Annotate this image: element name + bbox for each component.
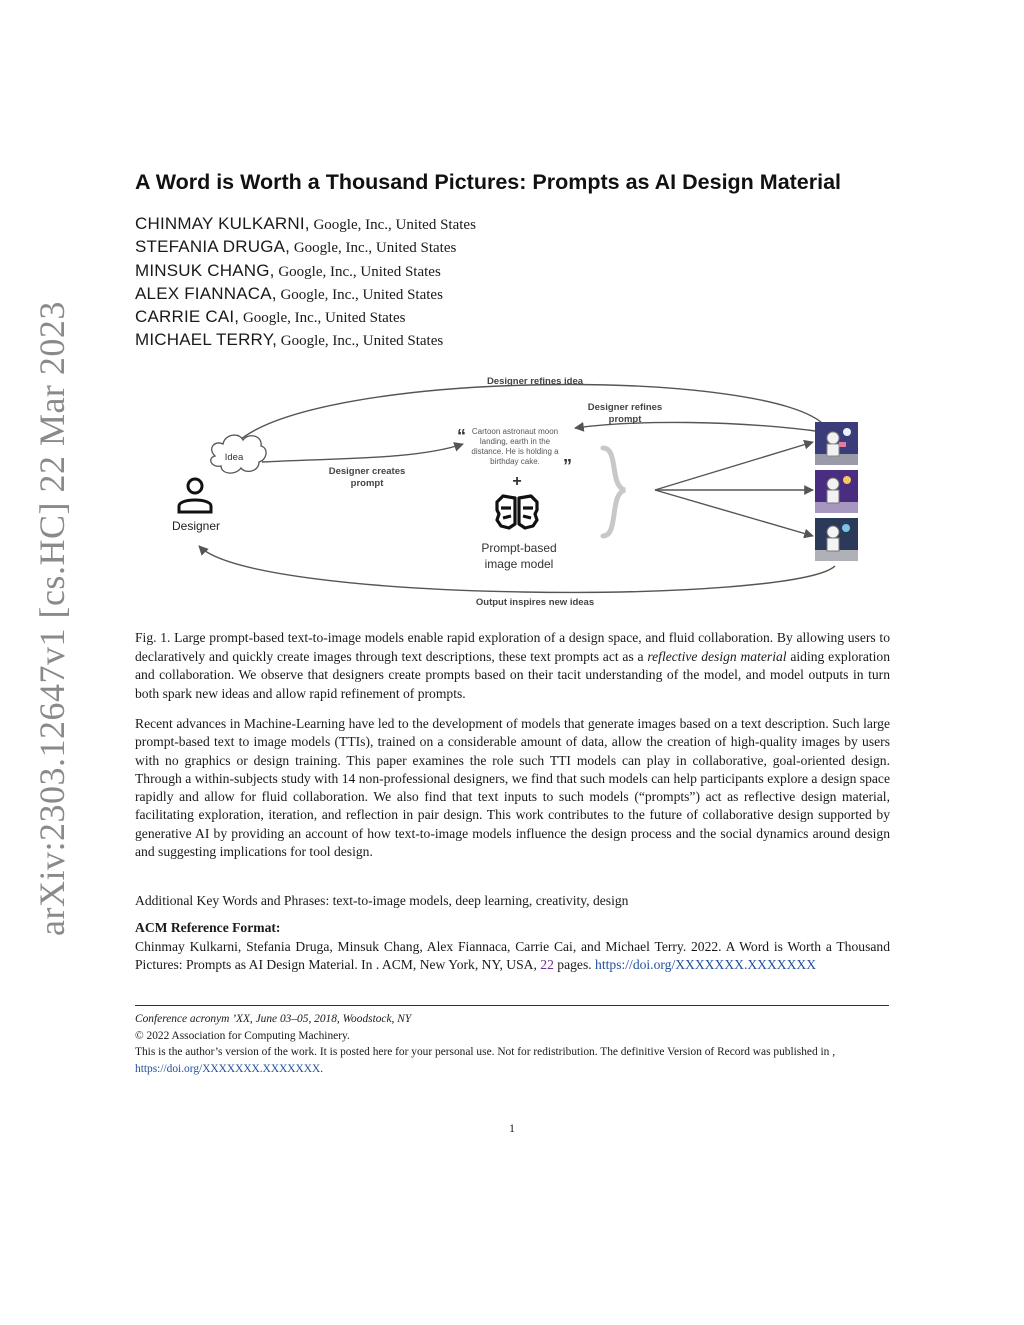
author-affiliation: Google, Inc., United States <box>276 286 443 303</box>
author-name: CHINMAY KULKARNI, <box>135 214 310 233</box>
version-note-text: This is the author’s version of the work. It is posted here for your personal use. Not for redistribution. The definitive Version of Record was published in , <box>135 1046 836 1059</box>
output-arrow-3 <box>655 490 813 536</box>
refine-prompt-label-line2: prompt <box>608 414 642 425</box>
astronaut-image-2 <box>815 470 858 513</box>
author-affiliation: Google, Inc., United States <box>309 217 476 233</box>
author-entry <box>135 214 476 237</box>
prompt-text-line: distance. He is holding a <box>471 447 559 456</box>
create-prompt-label-line1: Designer creates <box>328 466 406 477</box>
refine-idea-label: Designer refines idea <box>486 376 584 387</box>
author-list <box>135 214 476 354</box>
footnote-doi-link[interactable]: https://doi.org/XXXXXXX.XXXXXXX <box>135 1062 321 1075</box>
copyright-note: © 2022 Association for Computing Machinery. <box>135 1029 350 1042</box>
astronaut-image-3 <box>815 518 858 561</box>
conference-note: Conference acronym ’XX, June 03–05, 2018, Woodstock, NY <box>135 1013 412 1025</box>
designer-label: Designer <box>171 519 221 533</box>
author-name: ALEX FIANNACA, <box>135 283 277 303</box>
author-name: STEFANIA DRUGA, <box>135 237 291 257</box>
brain-icon <box>497 496 537 528</box>
prompt-text-line: birthday cake. <box>490 457 540 466</box>
keywords: Additional Key Words and Phrases: text-to-image models, deep learning, creativity, design <box>135 893 629 908</box>
figure-1-diagram <box>135 368 895 612</box>
footnote-divider <box>135 1005 889 1006</box>
caption-rest: aiding exploration and collaboration. We observe that designers create prompts based on their tacit understanding of the model, and model outputs in turn both spark new ideas and allow rapid refinement of prompts. <box>135 648 891 701</box>
author-entry <box>135 261 476 284</box>
open-quote-icon: “ <box>457 426 466 446</box>
author-name: CARRIE CAI, <box>135 307 240 327</box>
page-number: 1 <box>509 1121 515 1135</box>
acm-reference-text: Chinmay Kulkarni, Stefania Druga, Minsuk Chang, Alex Fiannaca, Carrie Cai, and Michael Terry. 2022. A Word is Worth a Thousand Pictures: Prompts as AI Design Material. In . ACM, New York, NY, USA, <box>135 939 890 973</box>
abstract: Recent advances in Machine-Learning have led to the development of models that generate images based on a text description. Such large prompt-based text to image models (TTIs), trained on a considerable amount of data, allow the creation of high-quality images by users with no graphics or design training. This paper examines the role such TTI models can play in collaborative, goal-oriented design. Through a within-subjects study with 14 non-professional designers, we find that such models can help participants explore a design space rapidly and allow for fluid collaboration. We also find that text inputs to such models (“prompts”) act as reflective design material, facilitating exploration, iteration, and reflection in pair design. This work contributes to the future of collaborative design supported by generative AI by providing an account of how text-to-image models influence the design process and the social dynamics around design and suggesting implications for tool design. <box>135 716 890 860</box>
footnotes <box>135 1011 890 1077</box>
figure-caption <box>135 629 890 703</box>
caption-emphasis: reflective design material <box>647 648 787 664</box>
curly-brace <box>603 448 625 536</box>
paper-title: A Word is Worth a Thousand Pictures: Prompts as AI Design Material <box>135 170 842 194</box>
author-affiliation: Google, Inc., United States <box>290 240 457 257</box>
page-count-link[interactable]: 22 <box>540 957 554 973</box>
astronaut-image-1 <box>815 422 858 465</box>
close-quote-icon: ” <box>563 456 572 476</box>
plus-sign: + <box>512 473 522 490</box>
acm-reference-pages-suffix: pages. <box>553 957 596 973</box>
prompt-text-line: landing, earth in the <box>479 437 551 446</box>
person-icon <box>179 479 211 512</box>
author-name: MINSUK CHANG, <box>135 260 275 280</box>
author-entry <box>135 330 476 353</box>
author-affiliation: Google, Inc., United States <box>239 310 406 327</box>
prompt-text-line: Cartoon astronaut moon <box>471 427 559 436</box>
author-affiliation: Google, Inc., United States <box>274 263 441 280</box>
create-prompt-label-line2: prompt <box>350 478 384 489</box>
doi-link[interactable]: https://doi.org/XXXXXXX.XXXXXXX <box>595 957 817 973</box>
author-affiliation: Google, Inc., United States <box>277 333 444 350</box>
author-name: MICHAEL TERRY, <box>135 330 277 350</box>
model-label-line2: image model <box>484 557 554 571</box>
create-prompt-arrow <box>262 444 463 462</box>
author-entry <box>135 284 476 307</box>
acm-reference-heading: ACM Reference Format: <box>135 920 281 935</box>
author-entry <box>135 237 476 260</box>
arxiv-identifier: arXiv:2303.12647v1 [cs.HC] 22 Mar 2023 <box>32 301 72 936</box>
caption-lead: Fig. 1. Large prompt-based text-to-image models enable rapid exploration of a design space, and fluid collaboration. By allowing users to declaratively and quickly create images through text descriptions, these text prompts act as a <box>135 630 890 664</box>
author-entry <box>135 307 476 330</box>
inspire-label: Output inspires new ideas <box>475 597 595 608</box>
version-note <box>135 1044 890 1077</box>
output-arrow-1 <box>655 442 813 490</box>
refine-prompt-label-line1: Designer refines <box>587 402 663 413</box>
footnote-period: . <box>320 1062 324 1075</box>
acm-reference <box>135 938 890 975</box>
idea-label: Idea <box>224 452 244 463</box>
model-label-line1: Prompt-based <box>481 541 557 555</box>
